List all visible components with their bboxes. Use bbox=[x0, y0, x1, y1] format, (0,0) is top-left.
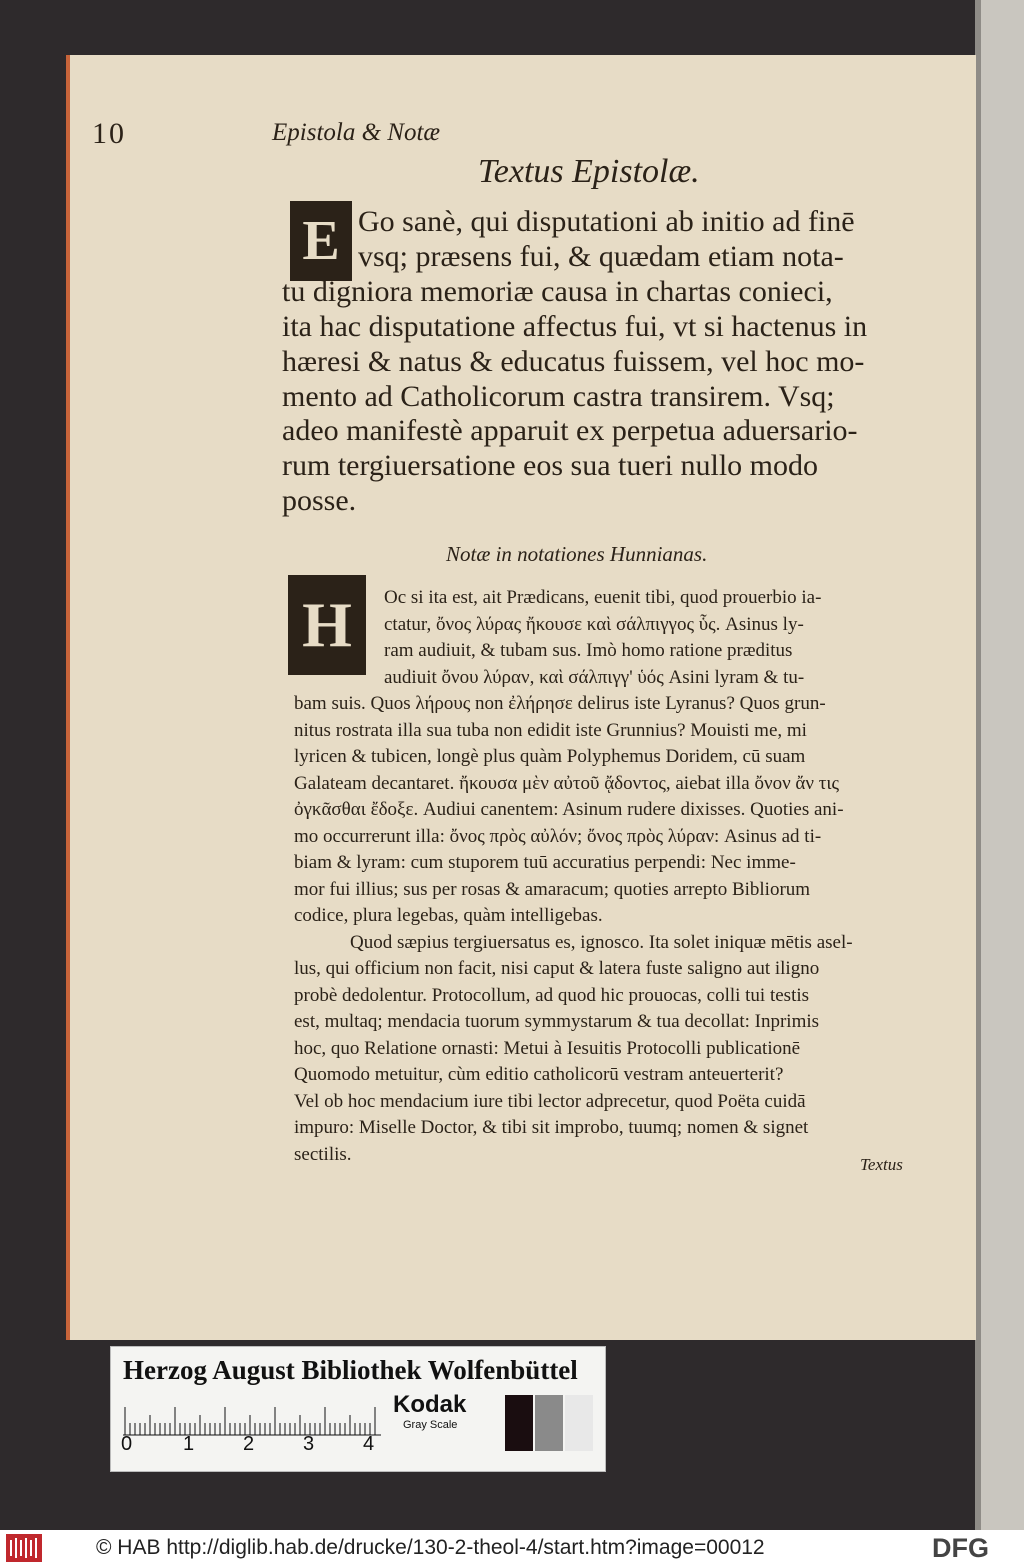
notes-line: sectilis. bbox=[294, 1143, 352, 1165]
footer-bar bbox=[0, 1530, 1024, 1566]
scale-number: 0 bbox=[121, 1433, 133, 1455]
text-line: posse. bbox=[282, 484, 357, 518]
notes-line: biam & lyram: cum stuporem tuū accuratius perpendi: Nec imme- bbox=[294, 852, 796, 873]
dfg-logo: DFG bbox=[932, 1533, 989, 1563]
text-line: mento ad Catholicorum castra transirem. Vsq; bbox=[282, 379, 835, 413]
notes-line: lus, qui officium non facit, nisi caput & latera fuste saligno aut iligno bbox=[294, 958, 820, 979]
notes-line: mo occurrerunt illa: ὄνος πρὸς αὐλόν; ὄνος πρὸς λύραν: Asinus ad ti- bbox=[294, 825, 822, 847]
notes-text bbox=[294, 585, 926, 1168]
gray-scale-caption: Gray Scale bbox=[403, 1419, 458, 1431]
text-line: Go sanè, qui disputationi ab initio ad finē bbox=[358, 205, 855, 238]
hab-logo-icon bbox=[6, 1534, 42, 1562]
notes-line: Quomodo metuitur, cùm editio catholicorū vestram anteuerterit? bbox=[294, 1064, 784, 1085]
text-line: vsq; præsens fui, & quædam etiam nota- bbox=[358, 239, 844, 273]
epistle-text bbox=[282, 205, 922, 519]
swatch-black bbox=[505, 1395, 533, 1451]
notes-line: ctatur, ὄνος λύρας ἤκουσε καὶ σάλπιγγος ὗς. Asinus ly- bbox=[384, 613, 804, 635]
running-head: Epistola & Notæ bbox=[272, 119, 441, 146]
notes-line: lyricen & tubicen, longè plus quàm Polyphemus Doridem, cū suam bbox=[294, 746, 806, 767]
notes-line: audiuit ὄνου λύραν, καὶ σάλπιγγ' ὑός Asini lyram & tu- bbox=[384, 666, 805, 688]
notes-line: Quod sæpius tergiuersatus es, ignosco. Ita solet iniquæ mētis asel- bbox=[350, 931, 853, 953]
notes-line: ram audiuit, & tubam sus. Imò homo ratione præditus bbox=[384, 640, 793, 661]
kodak-logo: Kodak bbox=[393, 1391, 467, 1418]
notes-line: mor fui illius; sus per rosas & amaracum; quoties arrepto Bibliorum bbox=[294, 878, 811, 900]
page-number: 10 bbox=[92, 117, 126, 150]
scale-number: 4 bbox=[363, 1433, 375, 1455]
copyright-url: © HAB http://diglib.hab.de/drucke/130-2-theol-4/start.htm?image=00012 bbox=[96, 1536, 765, 1559]
notes-line: probè dedolentur. Protocollum, ad quod hic prouocas, colli tui testis bbox=[294, 984, 810, 1006]
page-title: Textus Epistolæ. bbox=[478, 153, 700, 190]
adjacent-page-strip bbox=[975, 0, 1024, 1530]
notes-subheading: Notæ in notationes Hunnianas. bbox=[446, 542, 708, 566]
book-page bbox=[66, 55, 976, 1340]
swatch-white bbox=[565, 1395, 593, 1451]
scale-number: 1 bbox=[183, 1433, 195, 1455]
notes-line: Vel ob hoc mendacium iure tibi lector adprecetur, quod Poëta cuidā bbox=[294, 1090, 806, 1112]
color-calibration-label bbox=[110, 1346, 606, 1472]
library-name: Herzog August Bibliothek Wolfenbüttel bbox=[123, 1355, 578, 1385]
notes-line: est, multaq; mendacia tuorum symmystarum & tua decollat: Inprimis bbox=[294, 1011, 820, 1032]
swatch-gray bbox=[535, 1395, 563, 1451]
notes-line: ὀγκᾶσθαι ἔδοξε. Audiui canentem: Asinum rudere dixisses. Quoties ani- bbox=[294, 799, 844, 820]
notes-line: hoc, quo Relatione ornasti: Metui à Iesuitis Protocolli publicationē bbox=[294, 1037, 801, 1059]
scale-number: 2 bbox=[243, 1433, 255, 1455]
catchword: Textus bbox=[860, 1155, 903, 1174]
notes-line: nitus rostrata illa sua tuba non edidit iste Grunnius? Mouisti me, mi bbox=[294, 719, 807, 741]
text-line: rum tergiuersatione eos sua tueri nullo modo bbox=[282, 449, 819, 483]
decorated-initial-h: H bbox=[288, 575, 366, 675]
text-line: tu digniora memoriæ causa in chartas conieci, bbox=[282, 274, 833, 308]
text-line: adeo manifestè apparuit ex perpetua aduersario- bbox=[282, 414, 858, 448]
notes-line: Galateam decantaret. ἤκουσα μὲν αὐτοῦ ᾄδοντος, aiebat illa ὄνον ἄν τις bbox=[294, 772, 839, 794]
text-line: hæresi & natus & educatus fuissem, vel hoc mo- bbox=[282, 344, 865, 378]
text-line: ita hac disputatione affectus fui, vt si hactenus in bbox=[282, 309, 868, 343]
notes-line: Oc si ita est, ait Prædicans, euenit tibi, quod prouerbio ia- bbox=[384, 587, 822, 608]
notes-line: codice, plura legebas, quàm intelligebas. bbox=[294, 905, 603, 926]
notes-line: bam suis. Quos λήρους non ἐλήρησε delirus iste Lyranus? Quos grun- bbox=[294, 693, 826, 714]
scale-number: 3 bbox=[303, 1433, 315, 1455]
notes-line: impuro: Miselle Doctor, & tibi sit improbo, tuumq; nomen & signet bbox=[294, 1117, 809, 1138]
decorated-initial-e: E bbox=[290, 201, 352, 281]
ruler-scale bbox=[123, 1397, 381, 1437]
